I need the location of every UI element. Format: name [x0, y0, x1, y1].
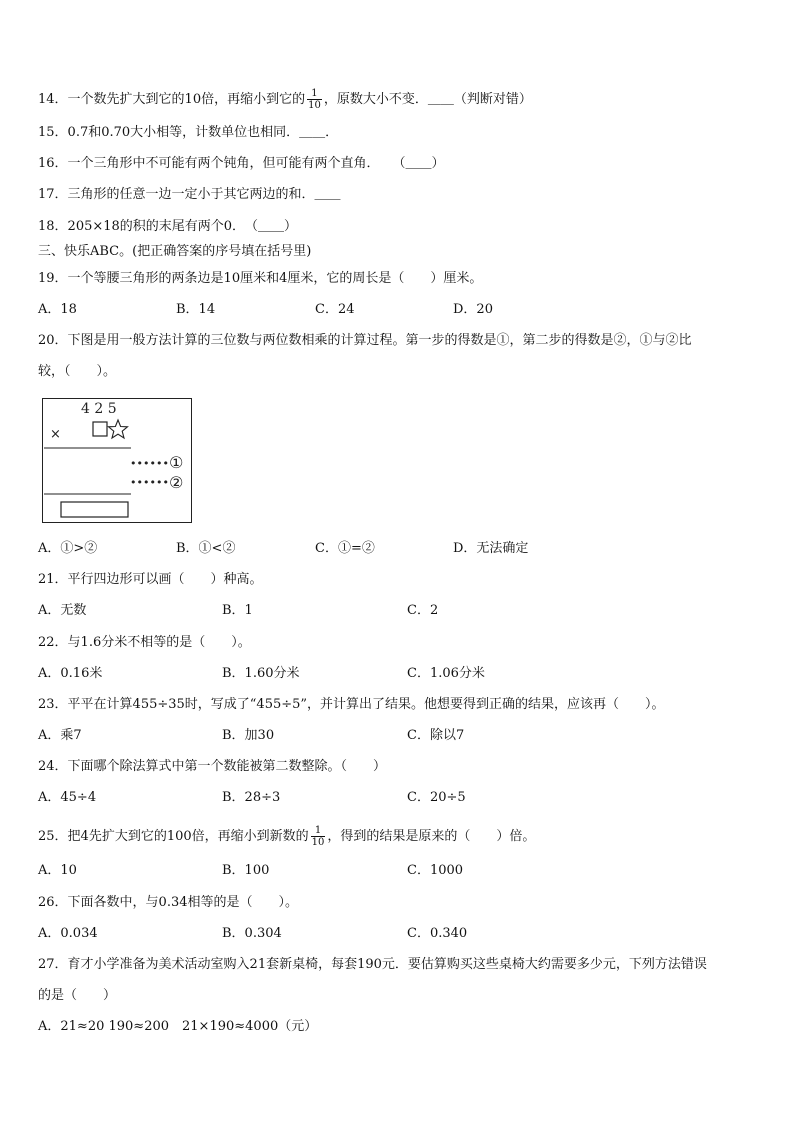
q20-option-b: B．①<② [176, 541, 236, 556]
q19-option-c: C．24 [315, 302, 355, 317]
q20-option-d: D．无法确定 [453, 541, 529, 556]
question-27-line1: 27．育才小学准备为美术活动室购入21套新桌椅，每套190元．要估算购买这些桌椅大约需要多少元，下列方法错误 [38, 957, 707, 972]
question-23: 23．平平在计算455÷35时，写成了“455÷5”，并计算出了结果。他想要得到正确的结果，应该再（ ）。 [38, 697, 665, 712]
multiplication-figure-svg [42, 398, 192, 523]
q22-option-a: A．0.16米 [38, 666, 103, 681]
question-18: 18．205×18的积的末尾有两个0． （＿＿） [38, 219, 298, 234]
question-27-line2: 的是（ ） [38, 988, 117, 1003]
q21-option-a: A．无数 [38, 603, 87, 618]
multiplicand-digits: 4 2 5 [81, 401, 117, 417]
circled-two-mark: ② [169, 473, 184, 492]
q22-option-b: B．1.60分米 [222, 666, 300, 681]
q20-option-c: C．①=② [315, 541, 375, 556]
circled-one-mark: ① [169, 453, 184, 472]
question-16: 16．一个三角形中不可能有两个钝角，但可能有两个直角． （＿＿） [38, 156, 445, 171]
q21-option-b: B．1 [222, 603, 253, 618]
question-20-line2: 较，（ ）。 [38, 364, 117, 379]
question-25-text-pre: 25．把4先扩大到它的100倍，再缩小到新数的 [38, 829, 309, 844]
q22-option-c: C．1.06分米 [407, 666, 485, 681]
question-20-line1: 20．下图是用一般方法计算的三位数与两位数相乘的计算过程。第一步的得数是①，第二步的得数是②，①与②比 [38, 333, 692, 348]
section-3-heading: 三、快乐ABC。(把正确答案的序号填在括号里) [38, 244, 312, 259]
q19-option-d: D．20 [453, 302, 493, 317]
fraction-one-tenth: $\frac{1}{10}$ [308, 88, 321, 111]
q24-option-c: C．20÷5 [407, 790, 466, 805]
q26-option-b: B．0.304 [222, 926, 282, 941]
dots-1: •••••• [130, 457, 169, 470]
q19-option-b: B．14 [176, 302, 216, 317]
dots-2: •••••• [130, 476, 169, 489]
multiplication-figure [42, 398, 192, 523]
question-17: 17．三角形的任意一边一定小于其它两边的和．＿＿ [38, 187, 341, 202]
question-22: 22．与1.6分米不相等的是（ ）。 [38, 635, 251, 650]
q23-option-c: C．除以7 [407, 728, 465, 743]
q24-option-a: A．45÷4 [38, 790, 97, 805]
question-21: 21．平行四边形可以画（ ）种高。 [38, 572, 263, 587]
q26-option-c: C．0.340 [407, 926, 468, 941]
q23-option-b: B．加30 [222, 728, 275, 743]
question-19: 19．一个等腰三角形的两条边是10厘米和4厘米，它的周长是（ ）厘米。 [38, 271, 483, 286]
question-24: 24．下面哪个除法算式中第一个数能被第二数整除。（ ） [38, 759, 387, 774]
q20-option-a: A．①>② [38, 541, 98, 556]
question-25 [38, 825, 535, 848]
question-14-text-pre: 14．一个数先扩大到它的10倍，再缩小到它的 [38, 92, 306, 107]
q24-option-b: B．28÷3 [222, 790, 281, 805]
question-15: 15．0.7和0.70大小相等，计数单位也相同．＿＿． [38, 125, 339, 140]
times-sign: × [50, 427, 61, 442]
q25-option-c: C．1000 [407, 863, 464, 878]
fraction-one-tenth: $\frac{1}{10}$ [311, 825, 325, 848]
q27-option-a: A．21≈20 190≈200 21×190≈4000（元） [38, 1019, 318, 1034]
q26-option-a: A．0.034 [38, 926, 98, 941]
question-25-text-post: ，得到的结果是原来的（ ）倍。 [327, 829, 536, 844]
q23-option-a: A．乘7 [38, 728, 82, 743]
star-placeholder-icon [109, 420, 128, 438]
q25-option-b: B．100 [222, 863, 270, 878]
question-14-text-post: ，原数大小不变．＿＿（判断对错） [323, 92, 532, 107]
question-26: 26．下面各数中，与0.34相等的是（ ）。 [38, 895, 298, 910]
result-box [61, 502, 128, 517]
q19-option-a: A．18 [38, 302, 77, 317]
question-14 [38, 88, 532, 111]
square-placeholder-icon [93, 422, 107, 436]
q25-option-a: A．10 [38, 863, 77, 878]
q21-option-c: C．2 [407, 603, 439, 618]
